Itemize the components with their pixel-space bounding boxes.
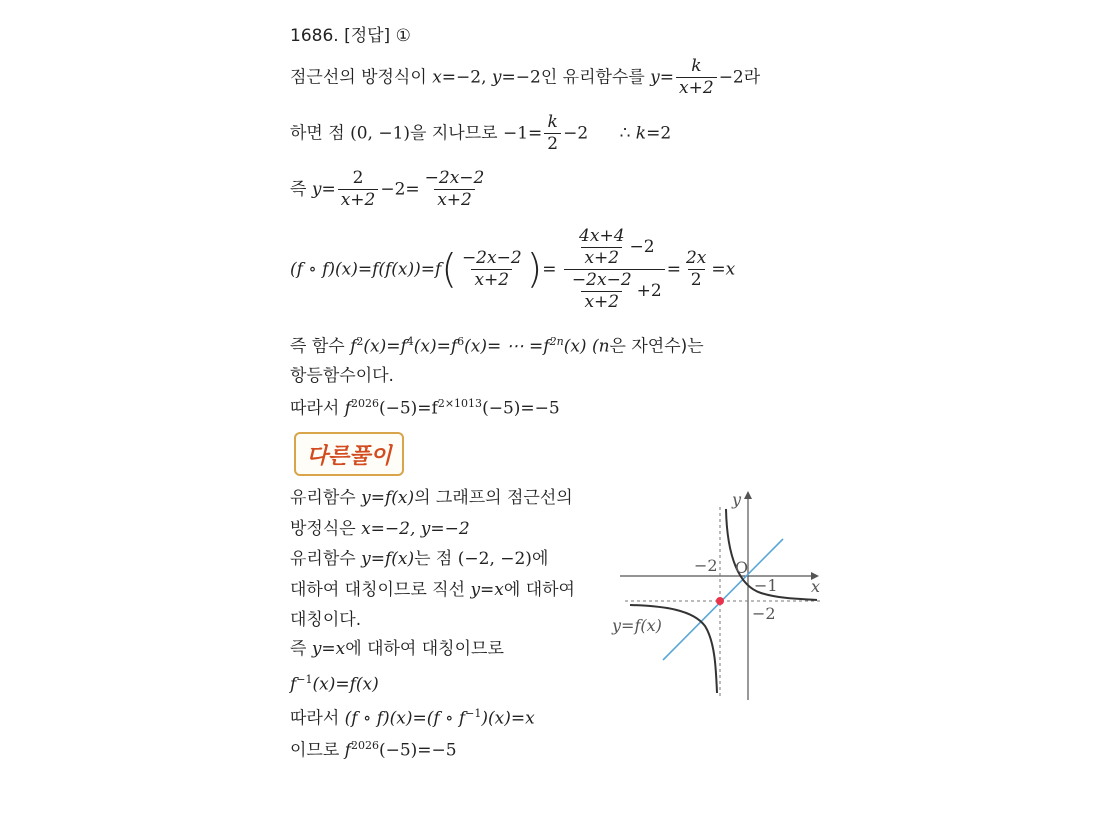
y-axis-arrow	[744, 491, 752, 499]
fraction-2x-over-2: $\frac{2x}{2}$	[685, 248, 707, 290]
tick-label-neg1: −1	[754, 576, 778, 595]
solution-line-7: 따라서 $f^{2026}(-5)=f^{2\times 1013}(-5)=-5$	[290, 397, 560, 419]
composition-equation: (f ∘ f)(x)=f(f(x))=f( $\frac{-2x-2}{x+2}$ )= $\frac{4x+4}{x+2}$ −2 $\frac{-2x-2}{x+2}$ +2 = $\frac{2x}{2}$ =x	[290, 226, 736, 312]
alt-line-3: 유리함수 y=f(x)는 점 (−2, −2)에	[290, 549, 549, 569]
solution-line-6: 항등함수이다.	[290, 366, 394, 386]
origin-label: O	[735, 558, 749, 577]
tick-label-neg2-y: −2	[752, 604, 776, 623]
solution-line-3: 즉 y= $\frac{2}{x+2}$ −2= $\frac{-2x-2}{x+2}$	[290, 170, 489, 209]
solution-line-1: 점근선의 방정식이 x=−2, y=−2인 유리함수를 y= $\frac{k}{x+2}$ −2라	[290, 56, 761, 98]
alt-line-4: 대하여 대칭이므로 직선 y=x에 대하여	[290, 580, 575, 600]
rational-function-graph	[605, 485, 835, 705]
fraction-2-over-x-plus-2: $\frac{2}{x+2}$	[338, 170, 379, 209]
alt-line-9: 이므로 $f^{2026}(-5)=-5$	[290, 739, 457, 761]
alt-line-7: $f^{-1}(x)=f(x)$	[290, 673, 379, 695]
fraction-k-over-x-plus-2: $\frac{k}{x+2}$	[676, 58, 717, 97]
symmetry-center-point	[716, 597, 724, 605]
fraction-k-over-2: $\frac{k}{2}$	[544, 114, 561, 153]
alt-line-1: 유리함수 y=f(x)의 그래프의 점근선의	[290, 488, 573, 508]
x-axis-label: x	[811, 577, 821, 596]
y-axis-label: y	[732, 490, 742, 509]
fraction-simplified: $\frac{-2x-2}{x+2}$	[424, 168, 485, 210]
compound-fraction: $\frac{4x+4}{x+2}$ −2 $\frac{-2x-2}{x+2}$ +2	[564, 228, 665, 311]
solution-line-2: 하면 점 (0, −1)을 지나므로 −1= $\frac{k}{2}$ −2 ∴ k=2	[290, 112, 672, 154]
solution-line-5: 즉 함수 $f^2(x)=f^4(x)=f^6(x)=$ ⋯ $=f^{2n}(x)$ (n은 자연수)는	[290, 335, 704, 357]
curve-label: y=f(x)	[612, 616, 662, 635]
alt-line-6: 즉 y=x에 대하여 대칭이므로	[290, 639, 504, 659]
tick-label-neg2-x: −2	[694, 556, 718, 575]
problem-header: 1686. [정답] ①	[290, 26, 411, 46]
alt-line-8: 따라서 (f ∘ f)(x)=(f ∘ $f^{-1})(x)=x$	[290, 707, 535, 729]
fraction-inner: $\frac{-2x-2}{x+2}$	[461, 248, 522, 290]
alternative-solution-badge: 다른풀이	[294, 432, 404, 476]
alt-line-5: 대칭이다.	[290, 610, 362, 630]
alt-line-2: 방정식은 x=−2, y=−2	[290, 519, 470, 539]
